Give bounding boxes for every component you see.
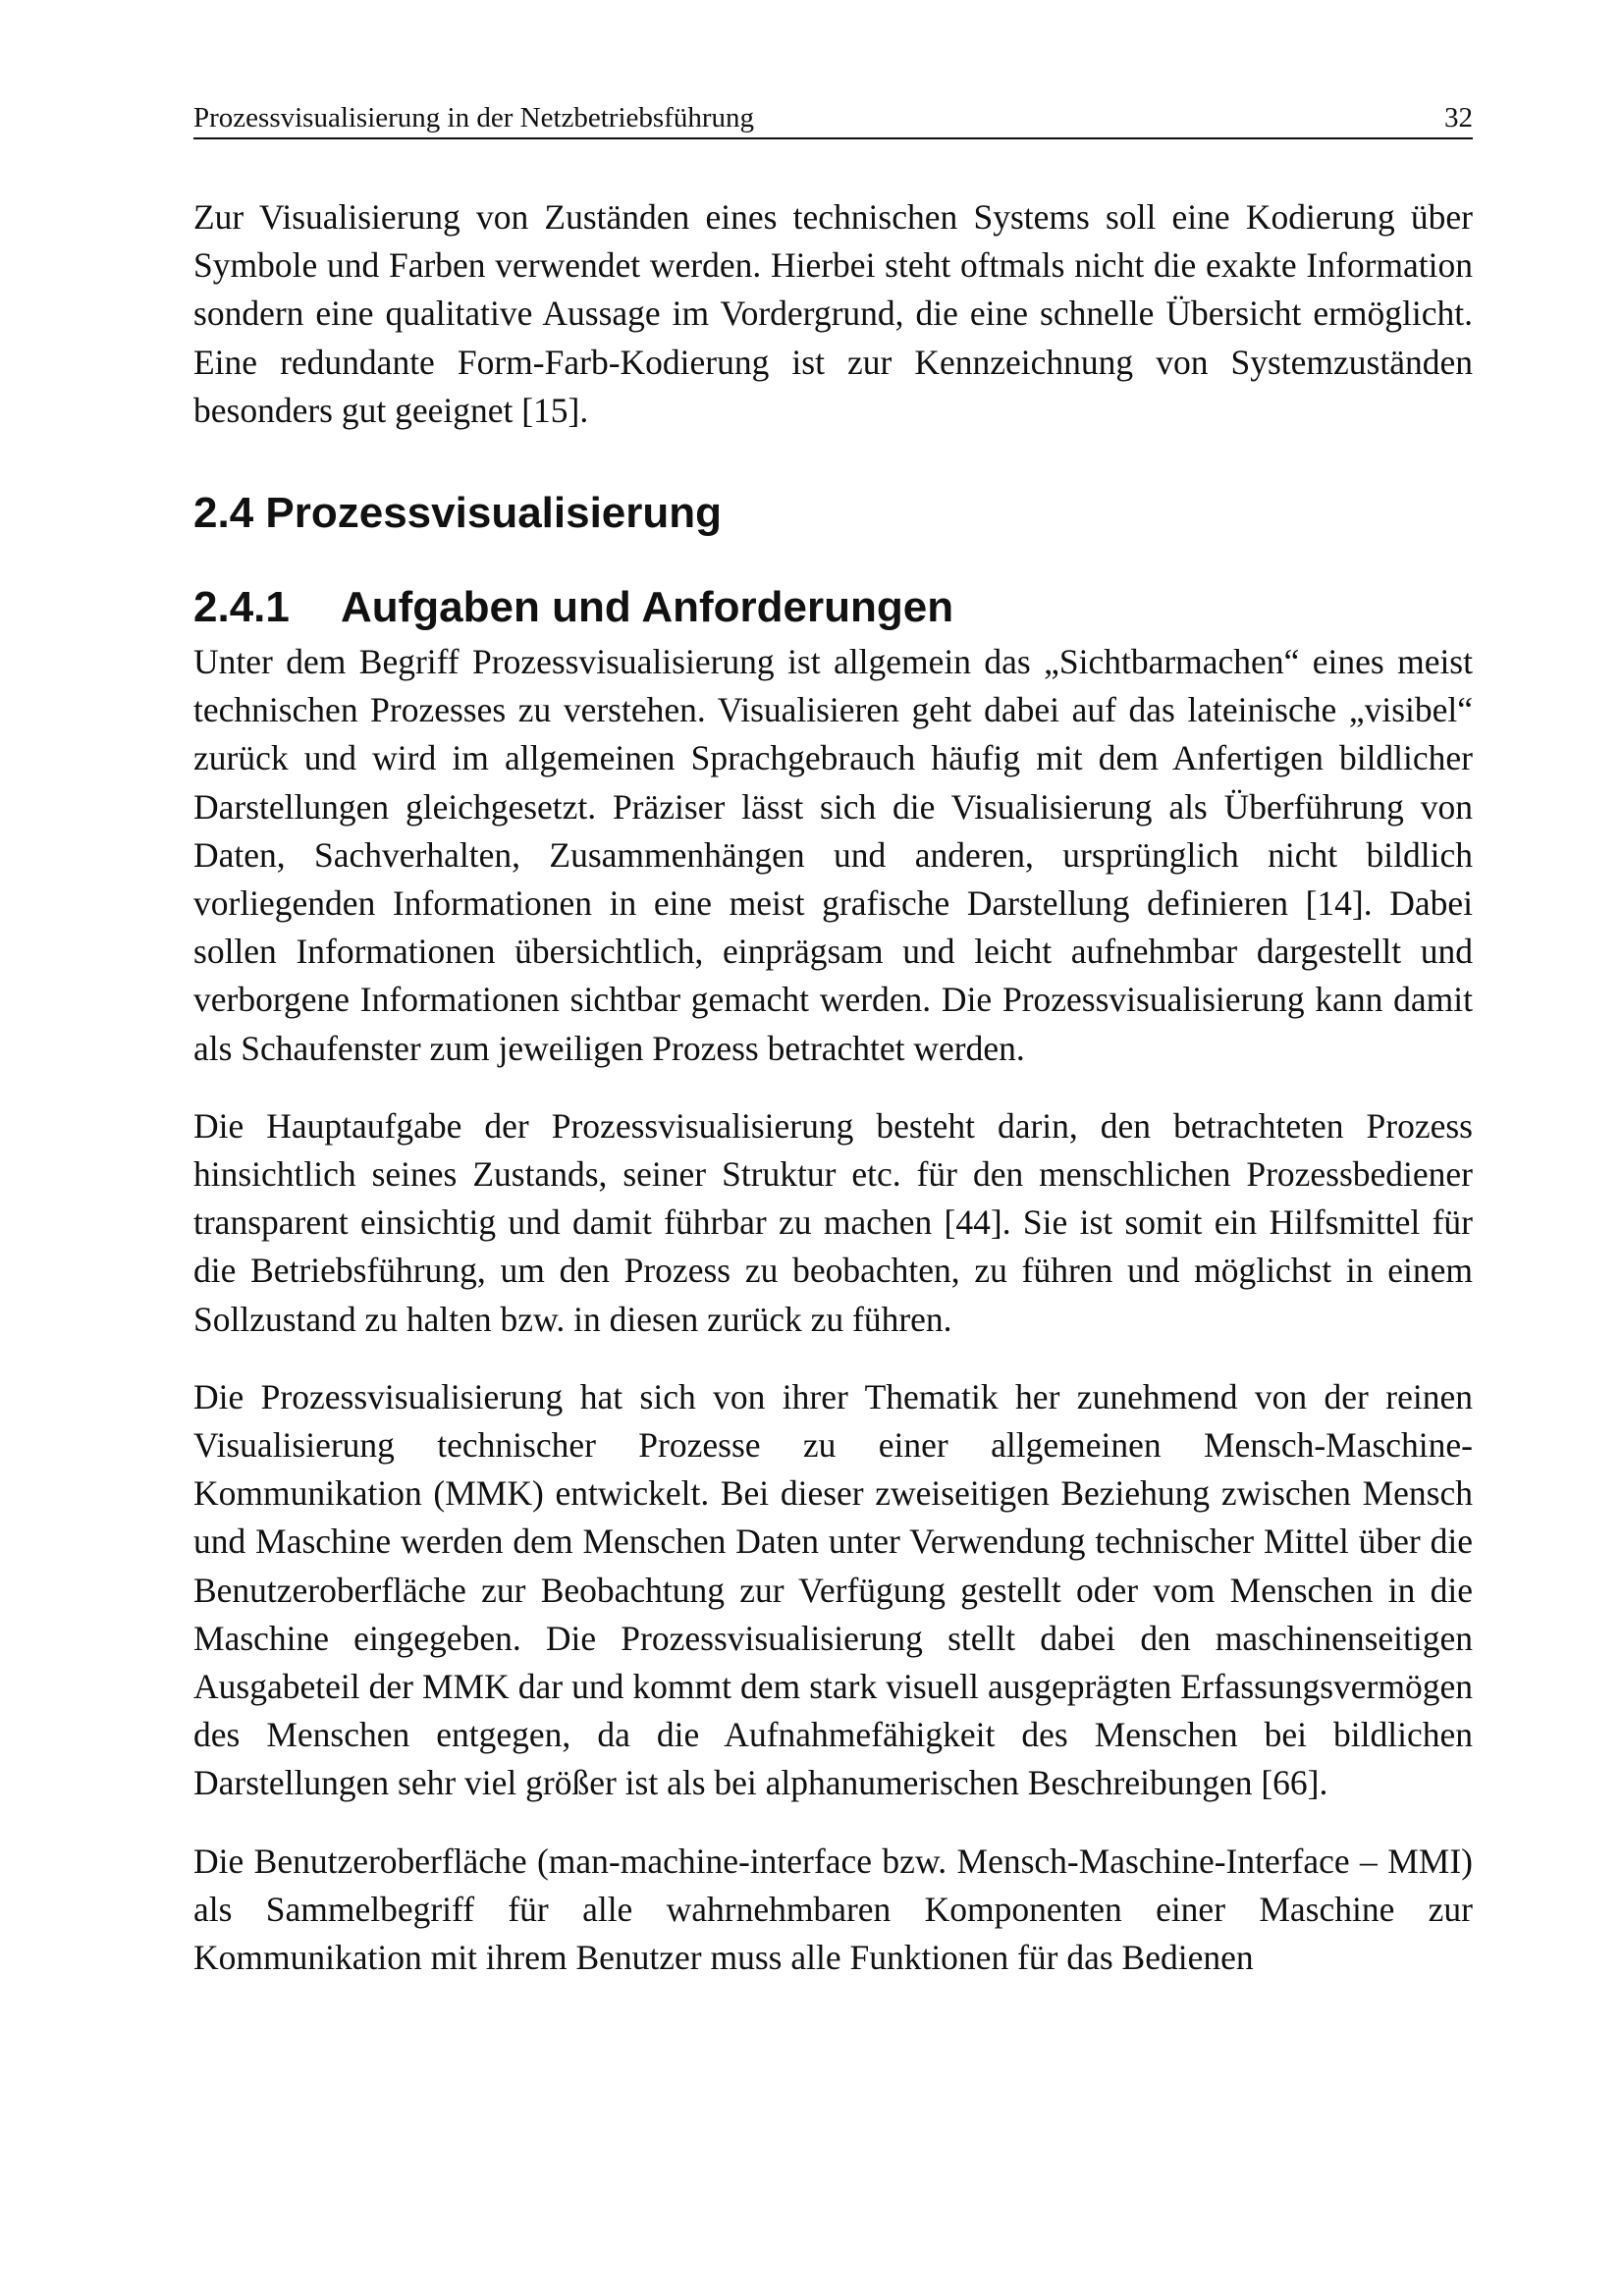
body-paragraph-2: Die Hauptaufgabe der Prozessvisualisierung besteht darin, den betrachteten Prozess hinsichtlich seines Zustands, seiner Struktur etc. für den menschlichen Prozessbediener transparent einsichtig und damit führbar zu machen [44]. Sie ist somit ein Hilfsmittel für die Betriebsführung, um den Prozess zu beobachten, zu führen und möglichst in einem Sollzustand zu halten bzw. in diesen zurück zu führen. bbox=[193, 1105, 1473, 1339]
body-paragraph-3: Die Prozessvisualisierung hat sich von ihrer Thematik her zunehmend von der reinen Visualisierung technischer Prozesse zu einer allgemeinen Mensch-Maschine-Kommunikation (MMK) entwickelt. Bei dieser zweiseitigen Beziehung zwischen Mensch und Maschine werden dem Menschen Daten unter Verwendung technischer Mittel über die Benutzeroberfläche zur Beobachtung zur Verfügung gestellt oder vom Menschen in die Maschine eingegeben. Die Prozessvisualisierung stellt dabei den maschinenseitigen Ausgabeteil der MMK dar und kommt dem stark visuell ausgeprägten Erfassungsvermögen des Menschen entgegen, da die Aufnahmefähigkeit des Menschen bei bildlichen Darstellungen sehr viel größer ist als bei alphanumerischen Beschreibungen [66]. bbox=[193, 1376, 1473, 1803]
intro-paragraph: Zur Visualisierung von Zuständen eines technischen Systems soll eine Kodierung über Symbole und Farben verwendet werden. Hierbei steht oftmals nicht die exakte Information sondern eine qualitative Aussage im Vordergrund, die eine schnelle Übersicht ermöglicht. Eine redundante Form-Farb-Kodierung ist zur Kennzeichnung von Systemzuständen besonders gut geeignet [15]. bbox=[193, 197, 1473, 430]
section-heading: 2.4 Prozessvisualisierung bbox=[193, 489, 723, 538]
body-paragraph-1: Unter dem Begriff Prozessvisualisierung ist allgemein das „Sichtbarmachen“ eines meist technischen Prozesses zu verstehen. Visualisieren geht dabei auf das lateinische „visibel“ zurück und wird im allgemeinen Sprachgebrauch häufig mit dem Anfertigen bildlicher Darstellungen gleichgesetzt. Präziser lässt sich die Visualisierung als Überführung von Daten, Sachverhalten, Zusammenhängen und anderen, ursprünglich nicht bildlich vorliegenden Informationen in eine meist grafische Darstellung definieren [14]. Dabei sollen Informationen übersichtlich, einprägsam und leicht aufnehmbar dargestellt und verborgene Informationen sichtbar gemacht werden. Die Prozessvisualisierung kann damit als Schaufenster zum jeweiligen Prozess betrachtet werden. bbox=[193, 642, 1473, 1068]
running-header bbox=[193, 102, 1473, 139]
subsection-title: Aufgaben und Anforderungen bbox=[341, 583, 954, 632]
document-page bbox=[193, 102, 1473, 1982]
running-header-title: Prozessvisualisierung in der Netzbetriebsführung bbox=[193, 102, 754, 133]
body-paragraph-4: Die Benutzeroberfläche (man-machine-interface bzw. Mensch-Maschine-Interface – MMI) als Sammelbegriff für alle wahrnehmbaren Komponenten einer Maschine zur Kommunikation mit ihrem Benutzer muss alle Funktionen für das Bedienen bbox=[193, 1841, 1473, 1978]
page-number: 32 bbox=[1444, 102, 1473, 133]
subsection-number: 2.4.1 bbox=[193, 583, 290, 632]
subsection-heading bbox=[193, 582, 1473, 633]
